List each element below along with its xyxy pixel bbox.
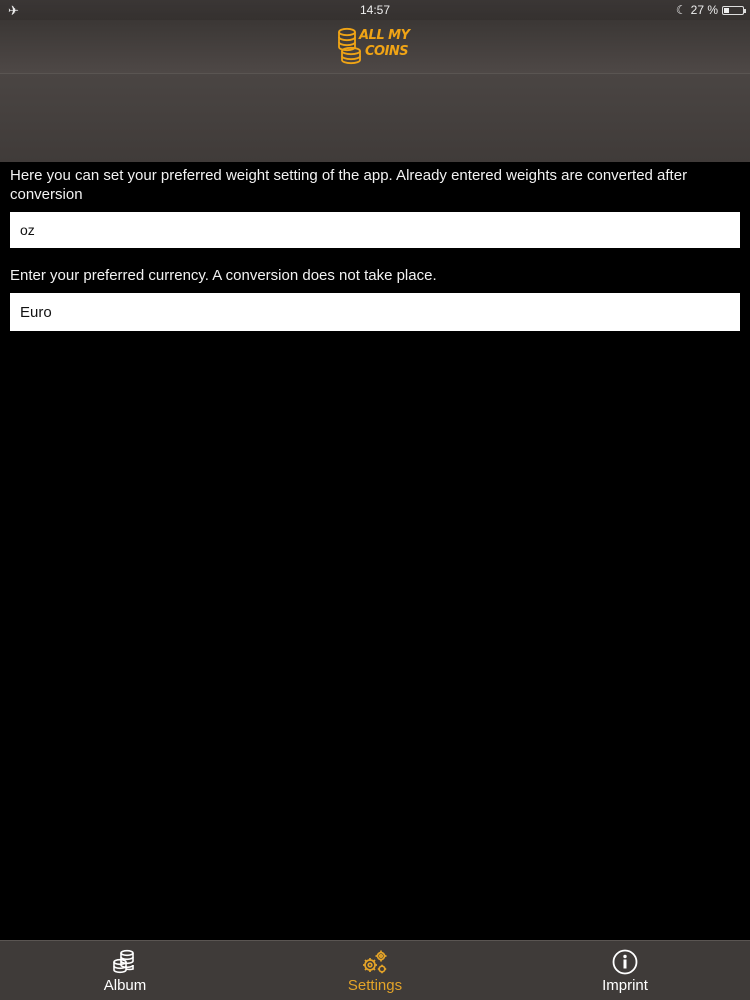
tab-settings-label: Settings	[347, 977, 403, 994]
tab-imprint-label: Imprint	[602, 977, 648, 994]
status-bar	[0, 0, 750, 20]
gears-icon	[361, 949, 389, 975]
currency-description: Enter your preferred currency. A conversion does not take place.	[10, 267, 437, 284]
battery-percentage: 27 %	[690, 3, 718, 17]
weight-description: Here you can set your preferred weight setting of the app. Already entered weights are converted after conversion	[10, 167, 688, 203]
battery-icon	[722, 6, 744, 15]
tab-bar	[0, 940, 750, 1000]
weight-unit-field[interactable]: oz	[10, 212, 740, 248]
settings-content	[0, 162, 750, 331]
moon-icon: ☾	[675, 3, 687, 17]
info-icon	[611, 949, 639, 975]
app-header	[0, 20, 750, 74]
status-time: 14:57	[359, 3, 391, 17]
tab-imprint[interactable]	[500, 941, 750, 1000]
app-logo	[337, 25, 417, 65]
tab-album-label: Album	[103, 977, 147, 994]
logo-line1: ALL MY	[359, 28, 410, 43]
header-banner	[0, 74, 750, 162]
tab-settings[interactable]	[250, 941, 500, 1000]
tab-album[interactable]	[0, 941, 250, 1000]
status-right	[676, 3, 744, 17]
logo-text	[359, 28, 410, 60]
airplane-icon: ✈	[8, 3, 19, 18]
logo-line2: COINS	[365, 44, 409, 59]
coins-stack-icon	[111, 949, 139, 975]
battery-fill	[724, 8, 729, 13]
currency-field[interactable]: Euro	[10, 293, 740, 331]
